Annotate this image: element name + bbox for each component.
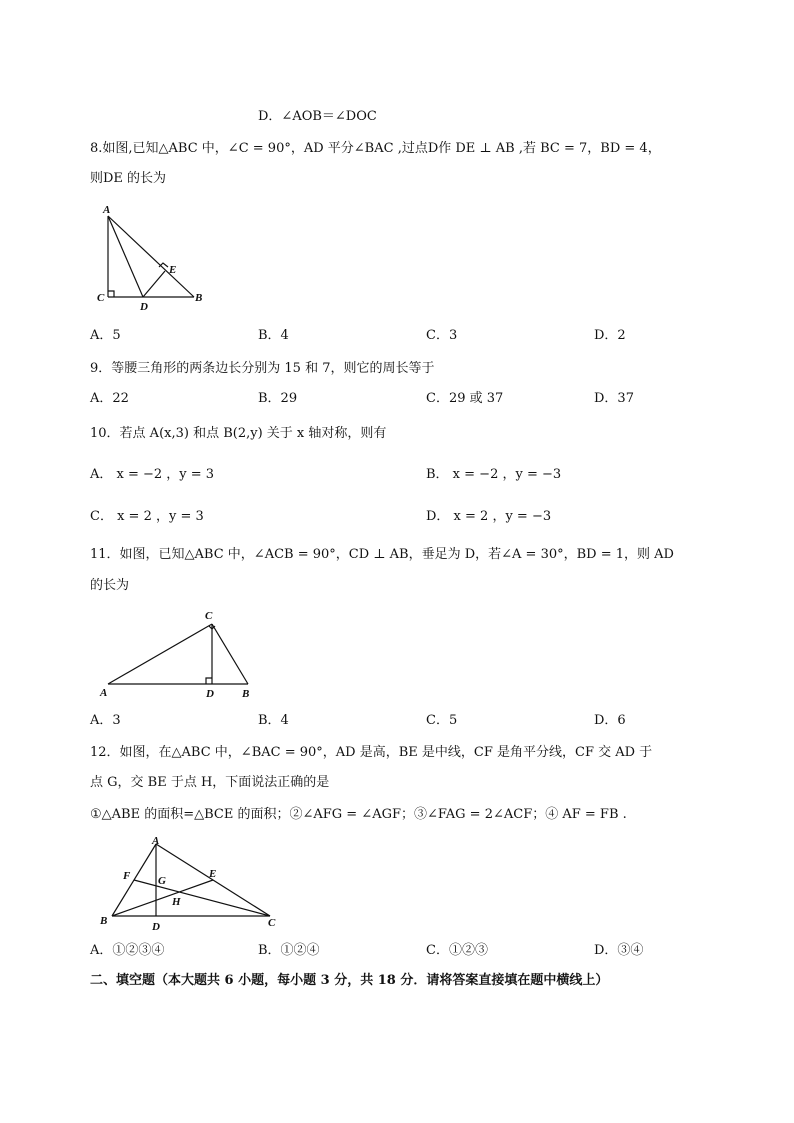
q11-option-a: A．3 (90, 713, 121, 728)
q12-label-e: E (209, 868, 217, 880)
q8-label-e: E (169, 264, 177, 276)
q12-label-f: F (123, 870, 131, 882)
q12-option-d: D．③④ (594, 943, 644, 958)
q8-option-a: A．5 (90, 328, 121, 343)
q11-option-c: C．5 (426, 713, 458, 728)
q12-label-h: H (172, 896, 181, 908)
q9-stem: 9．等腰三角形的两条边长分别为 15 和 7，则它的周长等于 (90, 361, 435, 376)
q8-label-a: A (103, 204, 111, 216)
q11-option-b: B．4 (258, 713, 289, 728)
q12-stem-line1: 12．如图，在△ABC 中，∠BAC = 90°，AD 是高，BE 是中线，CF 是角平分线，CF 交 AD 于 (90, 745, 653, 760)
q11-stem-line1: 11．如图，已知△ABC 中，∠ACB = 90°，CD ⊥ AB，垂足为 D，若∠A = 30°，BD = 1，则 AD (90, 547, 674, 562)
q8-figure (92, 200, 212, 312)
q12-stem-line2: 点 G，交 BE 于点 H，下面说法正确的是 (90, 775, 330, 790)
q8-label-c: C (97, 292, 105, 304)
q10-option-a: A． x = −2 ，y = 3 (90, 467, 215, 482)
q12-label-a: A (152, 835, 160, 847)
q12-statements: ①△ABE 的面积=△BCE 的面积；②∠AFG = ∠AGF；③∠FAG = 2∠ACF；④ AF = FB . (90, 807, 627, 822)
q12-label-b: B (100, 915, 108, 927)
q12-option-c: C．①②③ (426, 943, 488, 958)
q10-stem: 10．若点 A(x,3) 和点 B(2,y) 关于 x 轴对称，则有 (90, 426, 387, 441)
q9-option-c: C．29 或 37 (426, 391, 504, 406)
q8-stem-line2: 则DE 的长为 (90, 171, 167, 186)
q12-label-d: D (152, 921, 160, 933)
q8-option-d: D．2 (594, 328, 626, 343)
q10-option-d: D． x = 2 ，y = −3 (426, 509, 552, 524)
q8-option-c: C．3 (426, 328, 458, 343)
q11-option-d: D．6 (594, 713, 626, 728)
q11-label-a: A (100, 687, 108, 699)
q12-figure (92, 832, 284, 936)
q8-option-b: B．4 (258, 328, 289, 343)
q7-option-d: D．∠AOB＝∠DOC (258, 109, 377, 124)
q11-stem-line2: 的长为 (90, 578, 130, 593)
q11-figure (96, 604, 266, 702)
q12-option-a: A．①②③④ (90, 943, 165, 958)
q9-option-a: A．22 (90, 391, 129, 406)
q12-label-c: C (268, 917, 276, 929)
section-2-heading: 二、填空题（本大题共 6 小题，每小题 3 分，共 18 分．请将答案直接填在题中横线上） (90, 973, 609, 988)
q12-option-b: B．①②④ (258, 943, 320, 958)
q11-label-b: B (242, 688, 250, 700)
q9-option-b: B．29 (258, 391, 298, 406)
q11-label-d: D (206, 688, 214, 700)
q11-label-c: C (205, 610, 213, 622)
q10-option-c: C． x = 2 ，y = 3 (90, 509, 204, 524)
q10-option-b: B． x = −2 ，y = −3 (426, 467, 562, 482)
q12-label-g: G (158, 875, 166, 887)
q9-option-d: D．37 (594, 391, 634, 406)
q8-label-d: D (140, 301, 148, 312)
q8-label-b: B (195, 292, 203, 304)
q8-stem-line1: 8.如图,已知△ABC 中，∠C = 90°，AD 平分∠BAC ,过点D作 DE ⊥ AB ,若 BC = 7，BD = 4， (90, 141, 661, 156)
